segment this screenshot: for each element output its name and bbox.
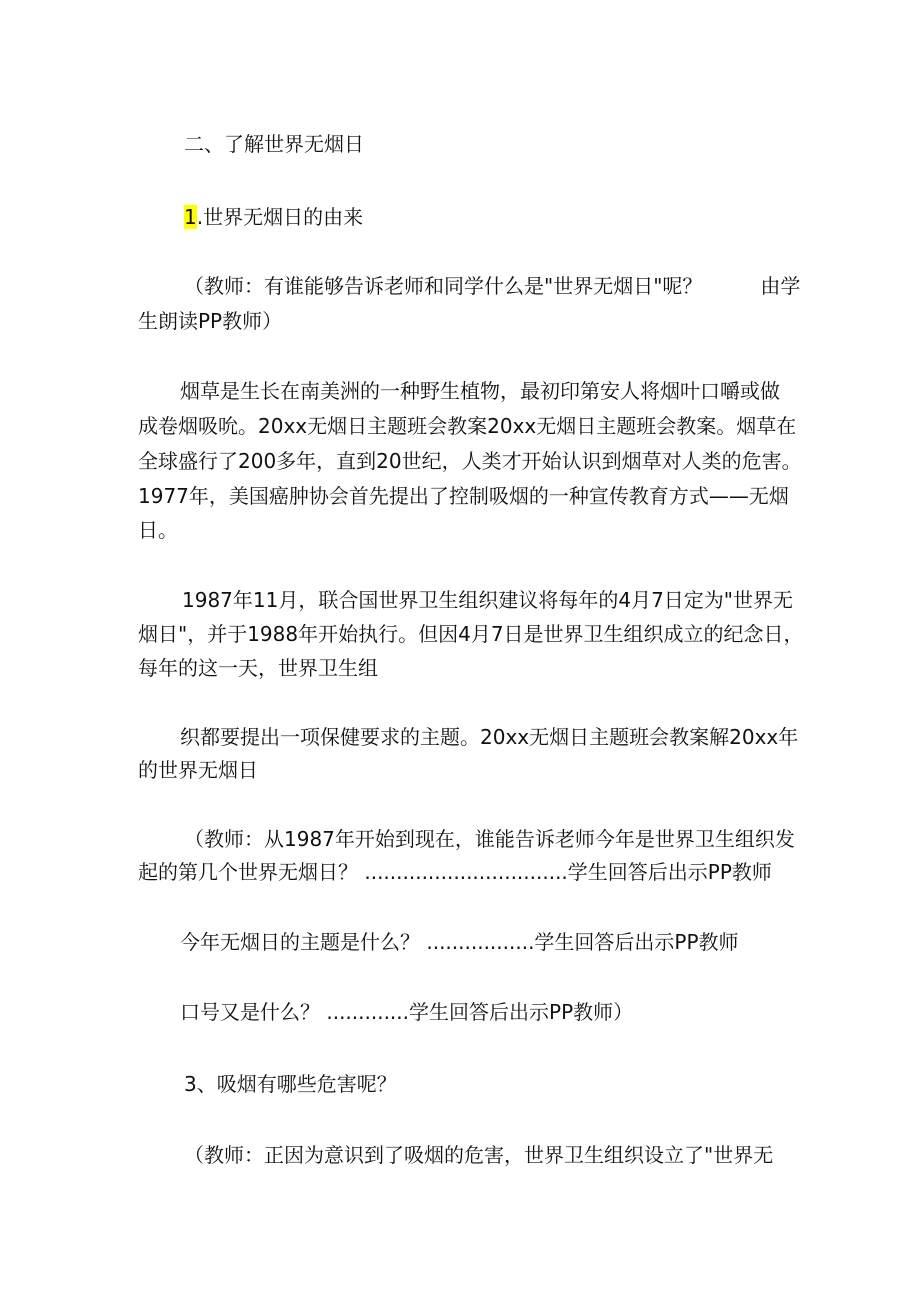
paragraph-3-line-3: 每年的这一天，世界卫生组	[138, 656, 378, 680]
section-heading-text: 二、了解世界无烟日	[184, 132, 364, 156]
highlighted-number: 1	[184, 205, 197, 229]
paragraph-2-line-4: 1977年，美国癌肿协会首先提出了控制吸烟的一种宣传教育方式——无烟	[138, 484, 789, 508]
paragraph-4-line-1: 织都要提出一项保健要求的主题。20xx无烟日主题班会教案解20xx年	[180, 725, 799, 749]
paragraph-5-line-2: 起的第几个世界无烟日？ ................................学生回答后出示PP教师	[138, 860, 772, 884]
paragraph-7-line-1: 口号又是什么？ .............学生回答后出示PP教师）	[180, 1000, 634, 1024]
paragraph-1-line-1-a: （教师：有谁能够告诉老师和同学什么是"世界无烟日"呢？	[184, 274, 703, 298]
paragraph-3-line-2: 烟日"，并于1988年开始执行。但因4月7日是世界卫生组织成立的纪念日，	[138, 622, 804, 646]
paragraph-3-line-1: 1987年11月，联合国世界卫生组织建议将每年的4月7日定为"世界无	[182, 588, 793, 612]
paragraph-2-line-1: 烟草是生长在南美洲的一种野生植物，最初印第安人将烟叶口嚼或做	[180, 379, 780, 403]
paragraph-6-line-1: 今年无烟日的主题是什么？ .................学生回答后出示PP教师	[180, 930, 739, 954]
paragraph-1-line-1-b: 由学	[760, 274, 801, 298]
paragraph-2-line-5: 日。	[138, 518, 178, 542]
section-heading	[184, 131, 364, 157]
paragraph-2-line-2: 成卷烟吸吮。20xx无烟日主题班会教案20xx无烟日主题班会教案。烟草在	[138, 414, 797, 438]
paragraph-5-line-1: （教师：从1987年开始到现在，谁能告诉老师今年是世界卫生组织发	[184, 827, 795, 851]
paragraph-1-line-2: 生朗读PP教师）	[138, 309, 283, 333]
sub-heading	[184, 204, 363, 230]
section-3-heading: 3、吸烟有哪些危害呢？	[184, 1072, 397, 1096]
paragraph-2-line-3: 全球盛行了200多年，直到20世纪，人类才开始认识到烟草对人类的危害。	[138, 449, 802, 473]
paragraph-8-line-1: （教师：正因为意识到了吸烟的危害，世界卫生组织设立了"世界无	[184, 1143, 774, 1167]
paragraph-1-line-1	[184, 273, 800, 299]
paragraph-4-line-2: 的世界无烟日	[138, 758, 258, 782]
sub-heading-text: .世界无烟日的由来	[196, 205, 364, 229]
